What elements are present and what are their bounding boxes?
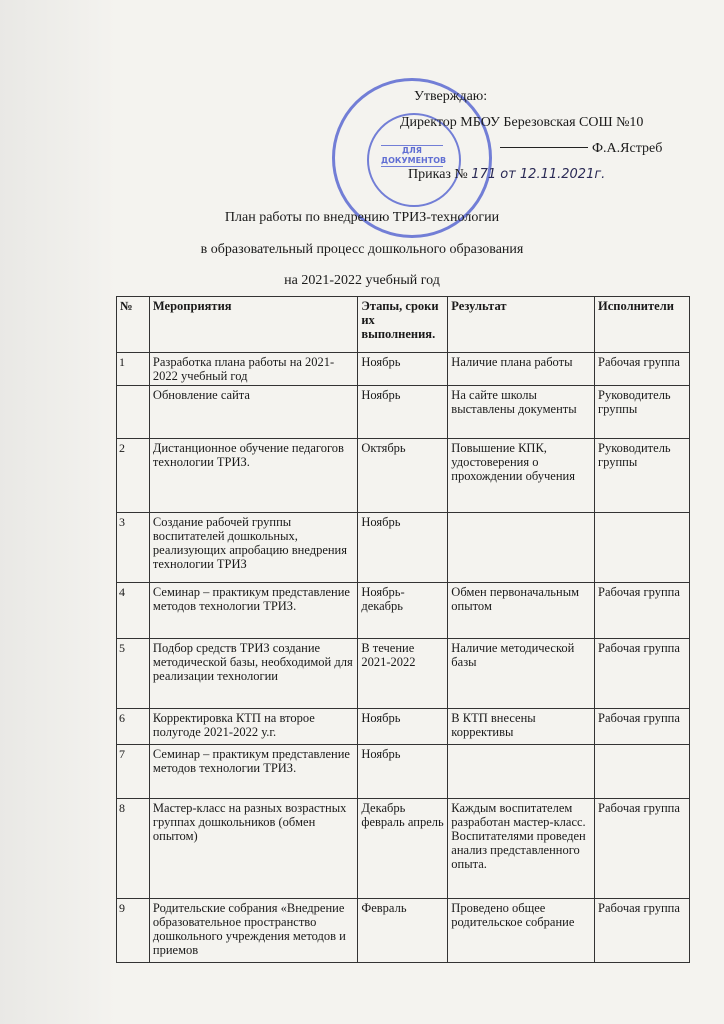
row-number: 1 (117, 353, 150, 386)
row-event: Родительские собрания «Внедрение образовательное пространство дошкольного учреждения методов и приемов (149, 899, 357, 963)
row-number: 5 (117, 639, 150, 709)
scan-edge-shadow (0, 0, 116, 1024)
row-event: Семинар – практикум представление методов технологии ТРИЗ. (149, 583, 357, 639)
row-executor: Рабочая группа (595, 709, 690, 745)
row-result: Повышение КПК, удостоверения о прохождении обучения (448, 439, 595, 513)
row-executor: Рабочая группа (595, 899, 690, 963)
row-executor: Руководитель группы (595, 439, 690, 513)
row-executor: Руководитель группы (595, 386, 690, 439)
row-term: Ноябрь-декабрь (358, 583, 448, 639)
row-number: 2 (117, 439, 150, 513)
approval-heading: Утверждаю: (414, 89, 488, 104)
table-row (117, 745, 690, 799)
order-label: Приказ № (408, 167, 468, 182)
row-event: Семинар – практикум представление методов технологии ТРИЗ. (149, 745, 357, 799)
plan-title-line3: на 2021-2022 учебный год (284, 273, 440, 288)
row-term: Ноябрь (358, 353, 448, 386)
row-executor (595, 745, 690, 799)
table-header-row (117, 297, 690, 353)
header-result: Результат (448, 297, 595, 353)
table-row (117, 639, 690, 709)
row-result: В КТП внесены коррективы (448, 709, 595, 745)
row-number: 6 (117, 709, 150, 745)
seal-center-text: ДЛЯ ДОКУМЕНТОВ (381, 146, 447, 165)
row-result: Наличие плана работы (448, 353, 595, 386)
approval-order (408, 162, 700, 188)
row-result (448, 745, 595, 799)
row-term: Февраль (358, 899, 448, 963)
table-row (117, 899, 690, 963)
row-event: Создание рабочей группы воспитателей дошкольных, реализующих апробацию внедрения технологии ТРИЗ (149, 513, 357, 583)
row-term: Ноябрь (358, 386, 448, 439)
row-number: 3 (117, 513, 150, 583)
approval-director: Директор МБОУ Березовская СОШ №10 (400, 115, 644, 130)
row-result: Обмен первоначальным опытом (448, 583, 595, 639)
table-row (117, 799, 690, 899)
row-term: В течение 2021-2022 (358, 639, 448, 709)
row-term: Декабрь февраль апрель (358, 799, 448, 899)
row-number: 4 (117, 583, 150, 639)
table-row (117, 513, 690, 583)
header-events: Мероприятия (149, 297, 357, 353)
plan-title-line1: План работы по внедрению ТРИЗ-технологии (224, 210, 500, 225)
signature-blank (500, 147, 588, 148)
row-number: 7 (117, 745, 150, 799)
header-number: № (117, 297, 150, 353)
row-term: Ноябрь (358, 745, 448, 799)
approval-block (400, 84, 700, 188)
row-executor: Рабочая группа (595, 639, 690, 709)
header-executors: Исполнители (595, 297, 690, 353)
row-result: На сайте школы выставлены документы (448, 386, 595, 439)
row-number (117, 386, 150, 439)
row-term: Октябрь (358, 439, 448, 513)
row-term: Ноябрь (358, 513, 448, 583)
order-number-handwritten: 171 от 12.11.2021г. (471, 167, 606, 182)
row-event: Корректировка КТП на второе полугоде 2021-2022 у.г. (149, 709, 357, 745)
row-number: 8 (117, 799, 150, 899)
approval-signatory: Ф.А.Ястреб (592, 141, 663, 156)
row-executor (595, 513, 690, 583)
row-event: Обновление сайта (149, 386, 357, 439)
row-number: 9 (117, 899, 150, 963)
table-row (117, 583, 690, 639)
row-event: Дистанционное обучение педагогов технологии ТРИЗ. (149, 439, 357, 513)
table-row (117, 709, 690, 745)
plan-table (116, 296, 690, 963)
row-executor: Рабочая группа (595, 353, 690, 386)
row-executor: Рабочая группа (595, 583, 690, 639)
row-event: Разработка плана работы на 2021-2022 учебный год (149, 353, 357, 386)
row-executor: Рабочая группа (595, 799, 690, 899)
row-result: Проведено общее родительское собрание (448, 899, 595, 963)
row-result (448, 513, 595, 583)
table-row (117, 439, 690, 513)
table-row (117, 386, 690, 439)
row-result: Каждым воспитателем разработан мастер-класс. Воспитателями проведен анализ представленного опыта. (448, 799, 595, 899)
row-result: Наличие методической базы (448, 639, 595, 709)
header-terms: Этапы, сроки их выполнения. (358, 297, 448, 353)
row-event: Мастер-класс на разных возрастных группах дошкольников (обмен опытом) (149, 799, 357, 899)
plan-title-line2: в образовательный процесс дошкольного образования (200, 242, 524, 257)
row-term: Ноябрь (358, 709, 448, 745)
table-row (117, 353, 690, 386)
row-event: Подбор средств ТРИЗ создание методической базы, необходимой для реализации технологии (149, 639, 357, 709)
approval-signature-line (500, 136, 700, 162)
